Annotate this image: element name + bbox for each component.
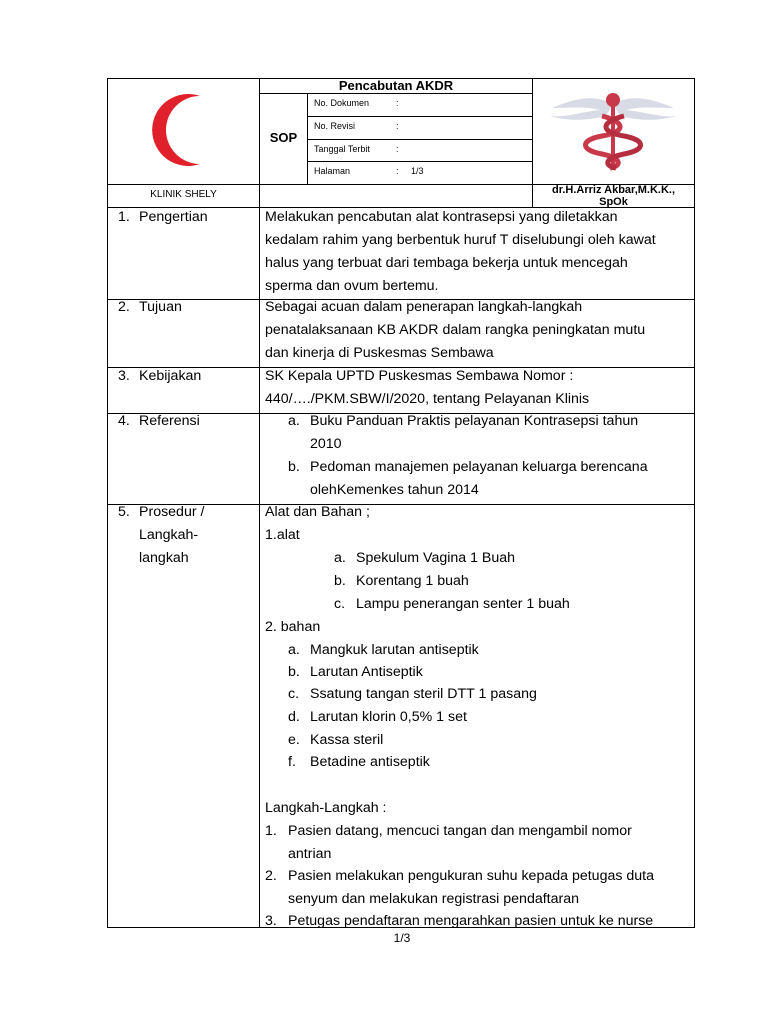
- field-sep: :: [396, 121, 399, 131]
- text-line: kedalam rahim yang berbentuk huruf T diselubungi oleh kawat: [265, 232, 656, 248]
- section-label: Referensi: [139, 413, 200, 429]
- section-number: 5.: [118, 504, 130, 520]
- text-line: Pasien datang, mencuci tangan dan mengambil nomor: [288, 823, 632, 839]
- list-marker: c.: [288, 686, 300, 702]
- section-content: [265, 365, 690, 411]
- caduceus-logo: [540, 84, 686, 176]
- step-item: [288, 865, 690, 911]
- text-line: Sebagai acuan dalam penerapan langkah-langkah: [265, 299, 583, 315]
- bahan-item: Larutan klorin 0,5% 1 set: [310, 709, 467, 725]
- list-item: [310, 410, 690, 456]
- list-marker: a.: [288, 413, 300, 429]
- bahan-item: Larutan Antiseptik: [310, 664, 423, 680]
- field-label: Tanggal Terbit: [314, 144, 370, 154]
- page-number: 1/3: [393, 931, 411, 945]
- section-label: Kebijakan: [139, 368, 202, 384]
- section-number: 2.: [118, 299, 130, 315]
- text-line: olehKemenkes tahun 2014: [310, 482, 479, 498]
- section-number: 3.: [118, 368, 130, 384]
- label-line: Langkah-: [139, 527, 199, 543]
- bahan-item: Mangkuk larutan antiseptik: [310, 642, 479, 658]
- text-line: 2010: [310, 436, 342, 452]
- label-line: langkah: [139, 550, 189, 566]
- text-line: dan kinerja di Puskesmas Sembawa: [265, 345, 494, 361]
- step-item: [288, 820, 690, 866]
- list-marker: f.: [288, 754, 296, 770]
- text-line: Buku Panduan Praktis pelayanan Kontrasepsi tahun: [310, 413, 639, 429]
- bahan-item: Ssatung tangan steril DTT 1 pasang: [310, 686, 537, 702]
- field-label: No. Dokumen: [314, 98, 370, 108]
- text-line: antrian: [288, 846, 332, 862]
- list-marker: b.: [288, 664, 300, 680]
- section-content: [265, 206, 690, 298]
- text-line: senyum dan melakukan registrasi pendaftaran: [288, 891, 580, 907]
- sop-label: SOP: [269, 130, 298, 145]
- bahan-heading: 2. bahan: [265, 619, 321, 635]
- section-label: [139, 501, 204, 570]
- field-sep: :: [396, 144, 399, 154]
- bahan-item: Betadine antiseptik: [310, 754, 430, 770]
- signatory-line2: SpOk: [599, 196, 628, 208]
- text-line: 440/…./PKM.SBW/I/2020, tentang Pelayanan Klinis: [265, 391, 590, 407]
- text-line: Pedoman manajemen pelayanan keluarga berencana: [310, 459, 648, 475]
- text-line: Pasien melakukan pengukuran suhu kepada petugas duta: [288, 868, 654, 884]
- text-line: sperma dan ovum bertemu.: [265, 278, 439, 294]
- field-label: No. Revisi: [314, 121, 356, 131]
- list-marker: d.: [288, 709, 300, 725]
- section-number: 1.: [118, 209, 130, 225]
- list-marker: c.: [334, 596, 346, 612]
- text-line: Melakukan pencabutan alat kontrasepsi yang diletakkan: [265, 209, 618, 225]
- list-marker: a.: [334, 550, 346, 566]
- list-marker: b.: [334, 573, 346, 589]
- signatory-line1: dr.H.Arriz Akbar,M.K.K.,: [551, 184, 676, 196]
- field-value: 1/3: [411, 166, 424, 176]
- text-line: Petugas pendaftaran mengarahkan pasien untuk ke nurse: [288, 913, 654, 929]
- text-line: penatalaksanaan KB AKDR dalam rangka peningkatan mutu: [265, 322, 646, 338]
- step-marker: 1.: [265, 823, 277, 839]
- bahan-item: Kassa steril: [310, 732, 384, 748]
- step-marker: 3.: [265, 913, 277, 929]
- list-item: [310, 456, 690, 502]
- text-line: halus yang terbuat dari tembaga bekerja untuk mencegah: [265, 255, 628, 271]
- intro-text: Alat dan Bahan ;: [265, 504, 370, 520]
- alat-item: Lampu penerangan senter 1 buah: [356, 596, 570, 612]
- list-marker: e.: [288, 732, 300, 748]
- step-marker: 2.: [265, 868, 277, 884]
- clinic-name: KLINIK SHELY: [150, 189, 217, 200]
- step-item: [288, 910, 690, 933]
- section-content: [265, 296, 690, 365]
- alat-item: Spekulum Vagina 1 Buah: [356, 550, 516, 566]
- section-label: Pengertian: [139, 209, 208, 225]
- document-title: Pencabutan AKDR: [338, 78, 454, 93]
- alat-heading: 1.alat: [265, 527, 300, 543]
- section-label: Tujuan: [139, 299, 182, 315]
- text-line: SK Kepala UPTD Puskesmas Sembawa Nomor :: [265, 368, 574, 384]
- field-sep: :: [396, 166, 399, 176]
- section-number: 4.: [118, 413, 130, 429]
- field-label: Halaman: [314, 166, 351, 176]
- steps-heading: Langkah-Langkah :: [265, 800, 387, 816]
- alat-item: Korentang 1 buah: [356, 573, 469, 589]
- field-sep: :: [396, 98, 399, 108]
- list-marker: a.: [288, 642, 300, 658]
- signatory: [533, 184, 694, 208]
- list-marker: b.: [288, 459, 300, 475]
- label-line: Prosedur /: [139, 504, 205, 520]
- red-crescent-logo: [140, 88, 230, 172]
